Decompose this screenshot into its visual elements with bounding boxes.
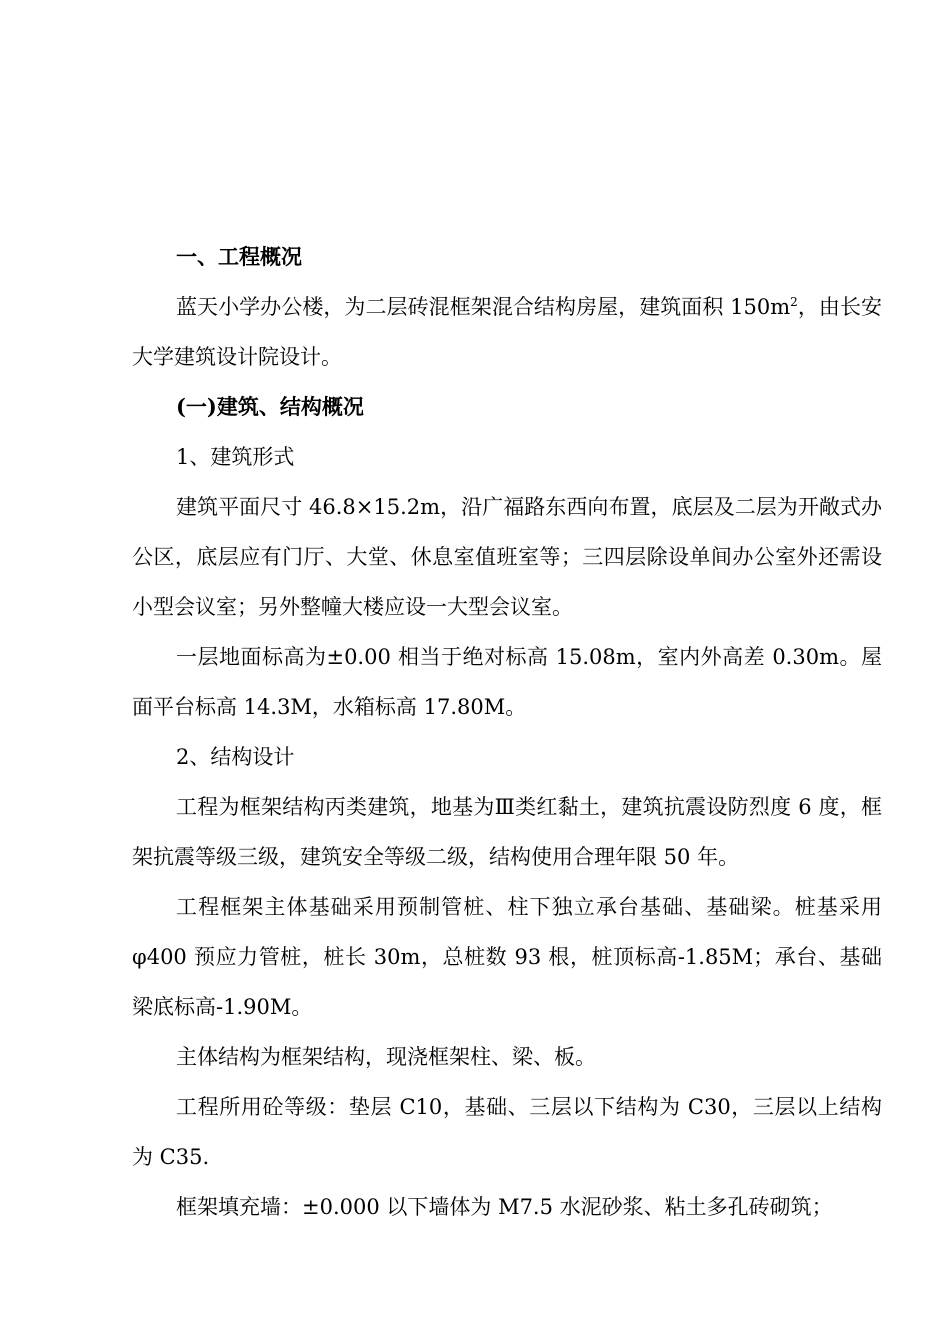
item2-paragraph-5: 框架填充墙：±0.000 以下墙体为 M7.5 水泥砂浆、粘土多孔砖砌筑； bbox=[176, 1195, 833, 1219]
item2-paragraph-4: 工程所用砼等级：垫层 C10，基础、三层以下结构为 C30，三层以上结构为 C35. bbox=[132, 1095, 882, 1169]
item2-paragraph-1: 工程为框架结构丙类建筑，地基为Ⅲ类红黏土，建筑抗震设防烈度 6 度，框架抗震等级三级，建筑安全等级二级，结构使用合理年限 50 年。 bbox=[132, 795, 882, 869]
area-unit-superscript: 2 bbox=[790, 295, 798, 309]
item2-title: 2、结构设计 bbox=[176, 745, 295, 769]
item1-paragraph-2: 一层地面标高为±0.00 相当于绝对标高 15.08m，室内外高差 0.30m。屋面平台标高 14.3M，水箱标高 17.80M。 bbox=[132, 645, 882, 719]
intro-paragraph bbox=[132, 282, 882, 382]
document-body bbox=[132, 232, 882, 1232]
subsection-heading: (一)建筑、结构概况 bbox=[176, 394, 364, 419]
intro-tail: ，由长安大学建筑设计院设计。 bbox=[132, 295, 882, 369]
item2-paragraph-3: 主体结构为框架结构，现浇框架柱、梁、板。 bbox=[176, 1045, 596, 1069]
intro-text: 蓝天小学办公楼，为二层砖混框架混合结构房屋，建筑面积 150m bbox=[176, 295, 791, 319]
item1-title: 1、建筑形式 bbox=[176, 445, 295, 469]
section-heading: 一、工程概况 bbox=[176, 244, 302, 269]
item2-paragraph-2: 工程框架主体基础采用预制管桩、柱下独立承台基础、基础梁。桩基采用 φ400 预应力管桩，桩长 30m，总桩数 93 根，桩顶标高-1.85M；承台、基础梁底标高-1.90M。 bbox=[132, 895, 882, 1019]
item1-paragraph-1: 建筑平面尺寸 46.8×15.2m，沿广福路东西向布置，底层及二层为开敞式办公区，底层应有门厅、大堂、休息室值班室等；三四层除设单间办公室外还需设小型会议室；另外整幢大楼应设一大型会议室。 bbox=[132, 495, 882, 619]
